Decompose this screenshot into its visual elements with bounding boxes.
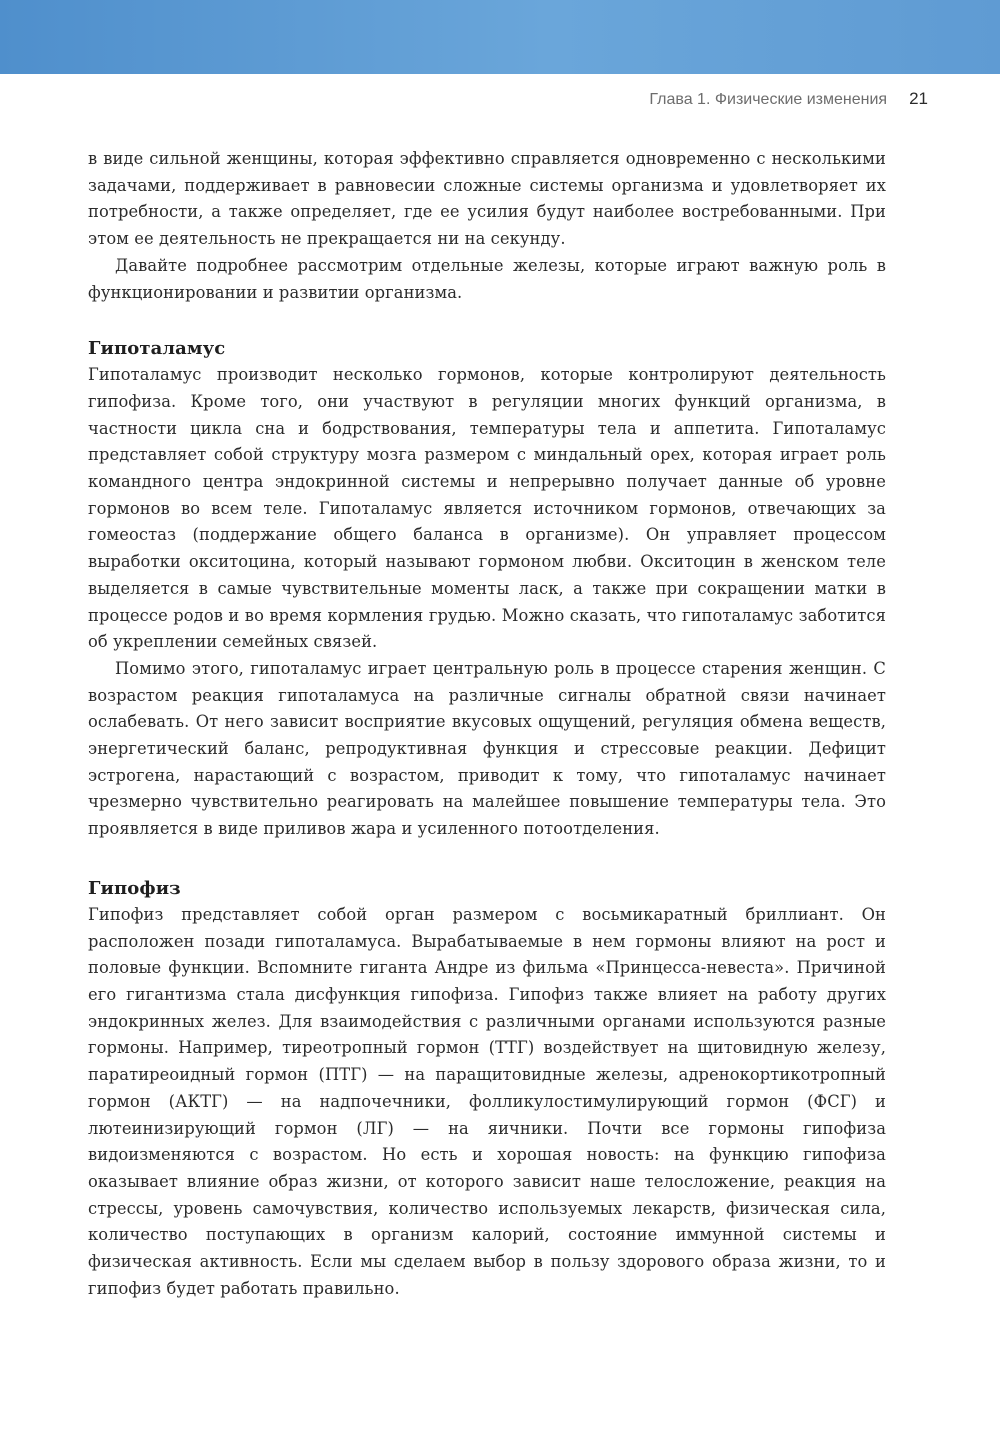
intro-paragraph: Давайте подробнее рассмотрим отдельные железы, которые играют важную роль в функционировании и развитии организма. — [88, 255, 886, 302]
page-number: 21 — [909, 89, 928, 108]
header-color-band — [0, 0, 1000, 74]
chapter-title: Глава 1. Физические изменения — [649, 91, 888, 108]
intro-paragraph: в виде сильной женщины, которая эффективно справляется одновременно с несколькими задачами, поддерживает в равновесии сложные системы организма и удовлетворяет их потребности, а также определяет, где ее усилия будут наиболее востребованными. При этом ее деятельность не прекращается ни на секунду. — [88, 149, 886, 249]
hypothalamus-paragraph: Гипоталамус производит несколько гормонов, которые контролируют деятельность гипофиза. Кроме того, они участвуют в регуляции многих функций организма, в частности цикла сна и бодрствования, температуры тела и аппетита. Гипоталамус представляет собой структуру мозга размером с миндальный орех, которая играет роль командного центра эндокринной системы и непрерывно получает данные об уровне гормонов во всем теле. Гипоталамус является источником гормонов, отвечающих за гомеостаз (поддержание общего баланса в организме). Он управляет процессом выработки окситоцина, который называют гормоном любви. Окситоцин в женском теле выделяется в самые чувствительные моменты ласк, а также при сокращении матки в процессе родов и во время кормления грудью. Можно сказать, что гипоталамус заботится об укреплении семейных связей. — [88, 365, 886, 652]
hypothalamus-paragraph: Помимо этого, гипоталамус играет центральную роль в процессе старения женщин. С возрастом реакция гипоталамуса на различные сигналы обратной связи начинает ослабевать. От него зависит восприятие вкусовых ощущений, регуляция обмена веществ, энергетический баланс, репродуктивная функция и стрессовые реакции. Дефицит эстрогена, нарастающий с возрастом, приводит к тому, что гипоталамус начинает чрезмерно чувствительно реагировать на малейшее повышение температуры тела. Это проявляется в виде приливов жара и усиленного потоотделения. — [88, 658, 886, 839]
running-header — [649, 89, 928, 109]
page-body — [88, 146, 886, 1302]
pituitary-paragraph: Гипофиз представляет собой орган размером с восьмикаратный бриллиант. Он расположен позади гипоталамуса. Вырабатываемые в нем гормоны влияют на рост и половые функции. Вспомните гиганта Андре из фильма «Принцесса-невеста». Причиной его гигантизма стала дисфункция гипофиза. Гипофиз также влияет на работу других эндокринных желез. Для взаимодействия с различными органами используются разные гормоны. Например, тиреотропный гормон (ТТГ) воздействует на щитовидную железу, паратиреоидный гормон (ПТГ) — на паращитовидные железы, адренокортикотропный гормон (АКТГ) — на надпочечники, фолликулостимулирующий гормон (ФСГ) и лютеинизирующий гормон (ЛГ) — на яичники. Почти все гормоны гипофиза видоизменяются с возрастом. Но есть и хорошая новость: на функцию гипофиза оказывает влияние образ жизни, от которого зависит наше телосложение, реакция на стрессы, уровень самочувствия, количество используемых лекарств, физическая сила, количество поступающих в организм калорий, состояние иммунной системы и физическая активность. Если мы сделаем выбор в пользу здорового образа жизни, то и гипофиз будет работать правильно. — [88, 904, 886, 1298]
section-heading-pituitary: Гипофиз — [88, 877, 181, 899]
section-heading-hypothalamus: Гипоталамус — [88, 338, 226, 360]
